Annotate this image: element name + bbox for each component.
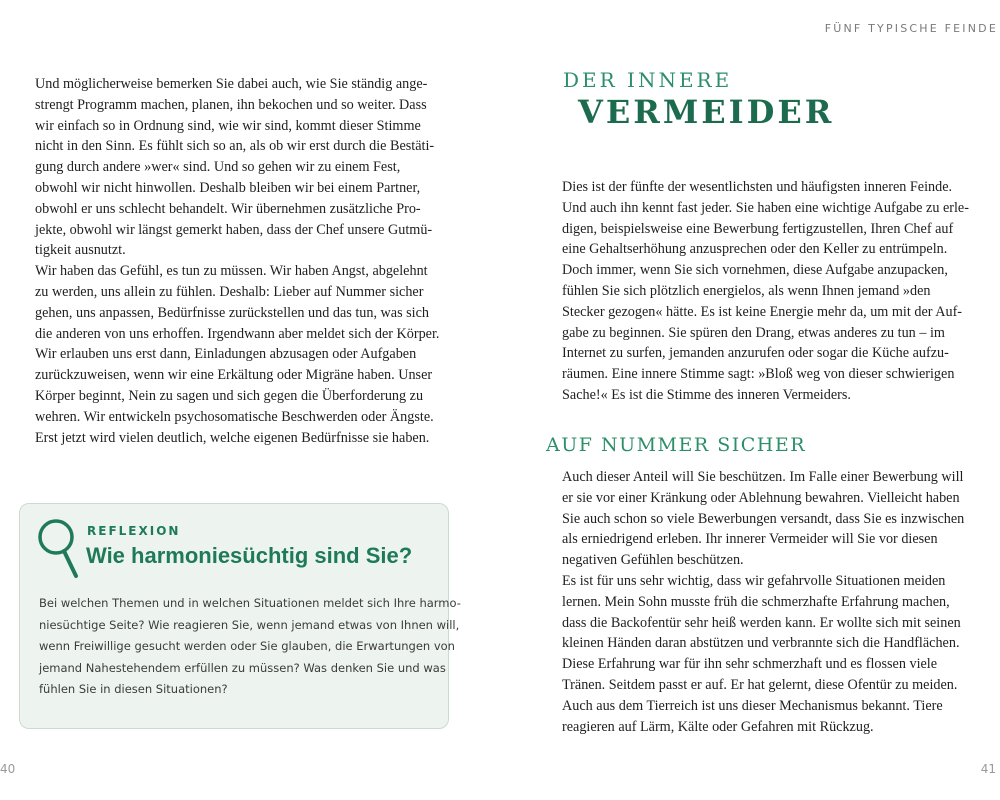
page-number-left: 40 [0,762,16,776]
text-line: Internet zu surfen, jemanden anzurufen oder sogar die Küche aufzu- [562,345,949,362]
text-line: Und möglicherweise bemerken Sie dabei auch, wie Sie ständig ange- [35,76,428,92]
text-line: Körper beginnt, Nein zu sagen und sich gegen die Überforderung zu [35,387,424,404]
text-line: Stecker gezogen« hätte. Es ist keine Energie mehr da, um mit der Auf- [562,303,963,320]
text-line: jekte, obwohl wir längst gemerkt haben, dass der Chef unsere Gutmü- [35,221,433,238]
right-page-intro-text [562,177,992,406]
page-number-right: 41 [980,762,996,776]
text-line: zu werden, uns allein zu fühlen. Deshalb: Lieber auf Nummer sicher [35,283,424,300]
text-line: fühlen Sie sich plötzlich energielos, als wenn Ihnen jemand »den [562,282,931,299]
text-line: eine Gehaltserhöhung anzusprechen oder den Keller zu entrümpeln. [562,241,948,258]
text-line: die anderen von uns erhoffen. Irgendwann aber meldet sich der Körper. [35,325,440,342]
text-line: Tränen. Seitdem passt er auf. Er hat gelernt, diese Ofentür zu meiden. [562,676,958,693]
running-head: FÜNF TYPISCHE FEINDE [824,22,998,35]
text-line: Doch immer, wenn Sie sich vornehmen, diese Aufgabe anzupacken, [562,262,948,279]
text-line: gehen, uns anpassen, Bedürfnisse zurückstellen und das tun, was sich [35,304,430,321]
text-line: fühlen Sie in diesen Situationen? [39,682,228,696]
text-line: räumen. Eine innere Stimme sagt: »Bloß weg von dieser schwierigen [562,366,955,383]
chapter-heading-main: VERMEIDER [578,93,835,131]
text-line: obwohl wir nicht hinwollen. Deshalb bleiben wir bei einem Partner, [35,179,421,196]
chapter-heading-top: DER INNERE [563,68,733,92]
text-line: Sache!« Es ist die Stimme des inneren Vermeiders. [562,386,851,403]
reflexion-body [39,593,461,701]
text-line: Auch dieser Anteil will Sie beschützen. Im Falle einer Bewerbung will [562,469,964,485]
left-page-body-text [35,74,440,448]
magnifier-icon [35,516,83,580]
text-line: obwohl er uns schlecht behandelt. Wir übernehmen zusätzliche Pro- [35,200,421,217]
text-line: kleinen Händen daran abstützen und verbrannte sich die Handflächen. [562,635,960,652]
text-line: strengt Programm machen, planen, ihn bekochen und so weiter. Dass [35,96,427,113]
text-line: Es ist für uns sehr wichtig, dass wir gefahrvolle Situationen meiden [562,572,946,589]
text-line: Erst jetzt wird vielen deutlich, welche eigenen Bedürfnisse sie haben. [35,429,430,446]
text-line: jemand Nahestehendem erfüllen zu müssen? Was denken Sie und was [39,660,446,675]
text-line: er sie vor einer Kränkung oder Ablehnung bewahren. Vielleicht haben [562,489,960,506]
text-line: wehren. Wir entwickeln psychosomatische Beschwerden oder Ängste. [35,408,434,425]
text-line: Wir haben das Gefühl, es tun zu müssen. Wir haben Angst, abgelehnt [35,263,428,280]
reflexion-label: REFLEXION [87,524,181,538]
text-line: lernen. Mein Sohn musste früh die schmerzhafte Erfahrung machen, [562,593,950,610]
text-line: Dies ist der fünfte der wesentlichsten und häufigsten inneren Feinde. [562,179,953,195]
text-line: niesüchtige Seite? Wie reagieren Sie, wenn jemand etwas von Ihnen will, [39,617,460,632]
text-line: Wir erlauben uns erst dann, Einladungen abzusagen oder Aufgaben [35,346,417,363]
reflexion-title: Wie harmoniesüchtig sind Sie? [86,543,413,568]
text-line: Diese Erfahrung war für ihn sehr schmerzhaft und es flossen viele [562,656,938,673]
text-line: als erniedrigend erleben. Ihr innerer Vermeider will Sie vor diesen [562,531,938,548]
text-line: tigkeit ausnutzt. [35,242,126,259]
text-line: Sie auch schon so viele Bewerbungen versandt, dass Sie es inzwischen [562,510,965,527]
text-line: nicht in den Sinn. Es fühlt sich so an, als ob wir erst durch die Bestäti- [35,138,435,155]
text-line: Und auch ihn kennt fast jeder. Sie haben eine wichtige Aufgabe zu erle- [562,199,969,216]
section-subheading: AUF NUMMER SICHER [546,434,807,456]
text-line: dass die Backofentür sehr heiß werden kann. Er wollte sich mit seinen [562,614,961,631]
text-line: reagieren auf Lärm, Kälte oder Gefahren mit Rückzug. [562,718,874,735]
text-line: wir einfach so in Ordnung sind, wie wir sind, kommt dieser Stimme [35,117,421,134]
reflexion-box [19,503,461,729]
text-line: negativen Gefühlen beschützen. [562,552,744,569]
text-line: zurückzuweisen, wenn wir eine Erkältung oder Migräne haben. Unser [35,367,433,384]
text-line: Auch aus dem Tierreich ist uns dieser Mechanismus bekannt. Tiere [562,697,943,714]
right-page-section-text [562,467,992,737]
text-line: wenn Freiwillige gesucht werden oder Sie glauben, die Erwartungen von [39,639,455,653]
text-line: gung durch andere »wer« sind. Und so gehen wir zu einem Fest, [35,159,401,176]
text-line: Bei welchen Themen und in welchen Situationen meldet sich Ihre harmo- [39,596,461,610]
text-line: digen, beispielsweise eine Bewerbung fertigzustellen, Ihren Chef auf [562,220,954,237]
text-line: gabe zu beginnen. Sie spüren den Drang, etwas anderes zu tun – im [562,324,945,341]
